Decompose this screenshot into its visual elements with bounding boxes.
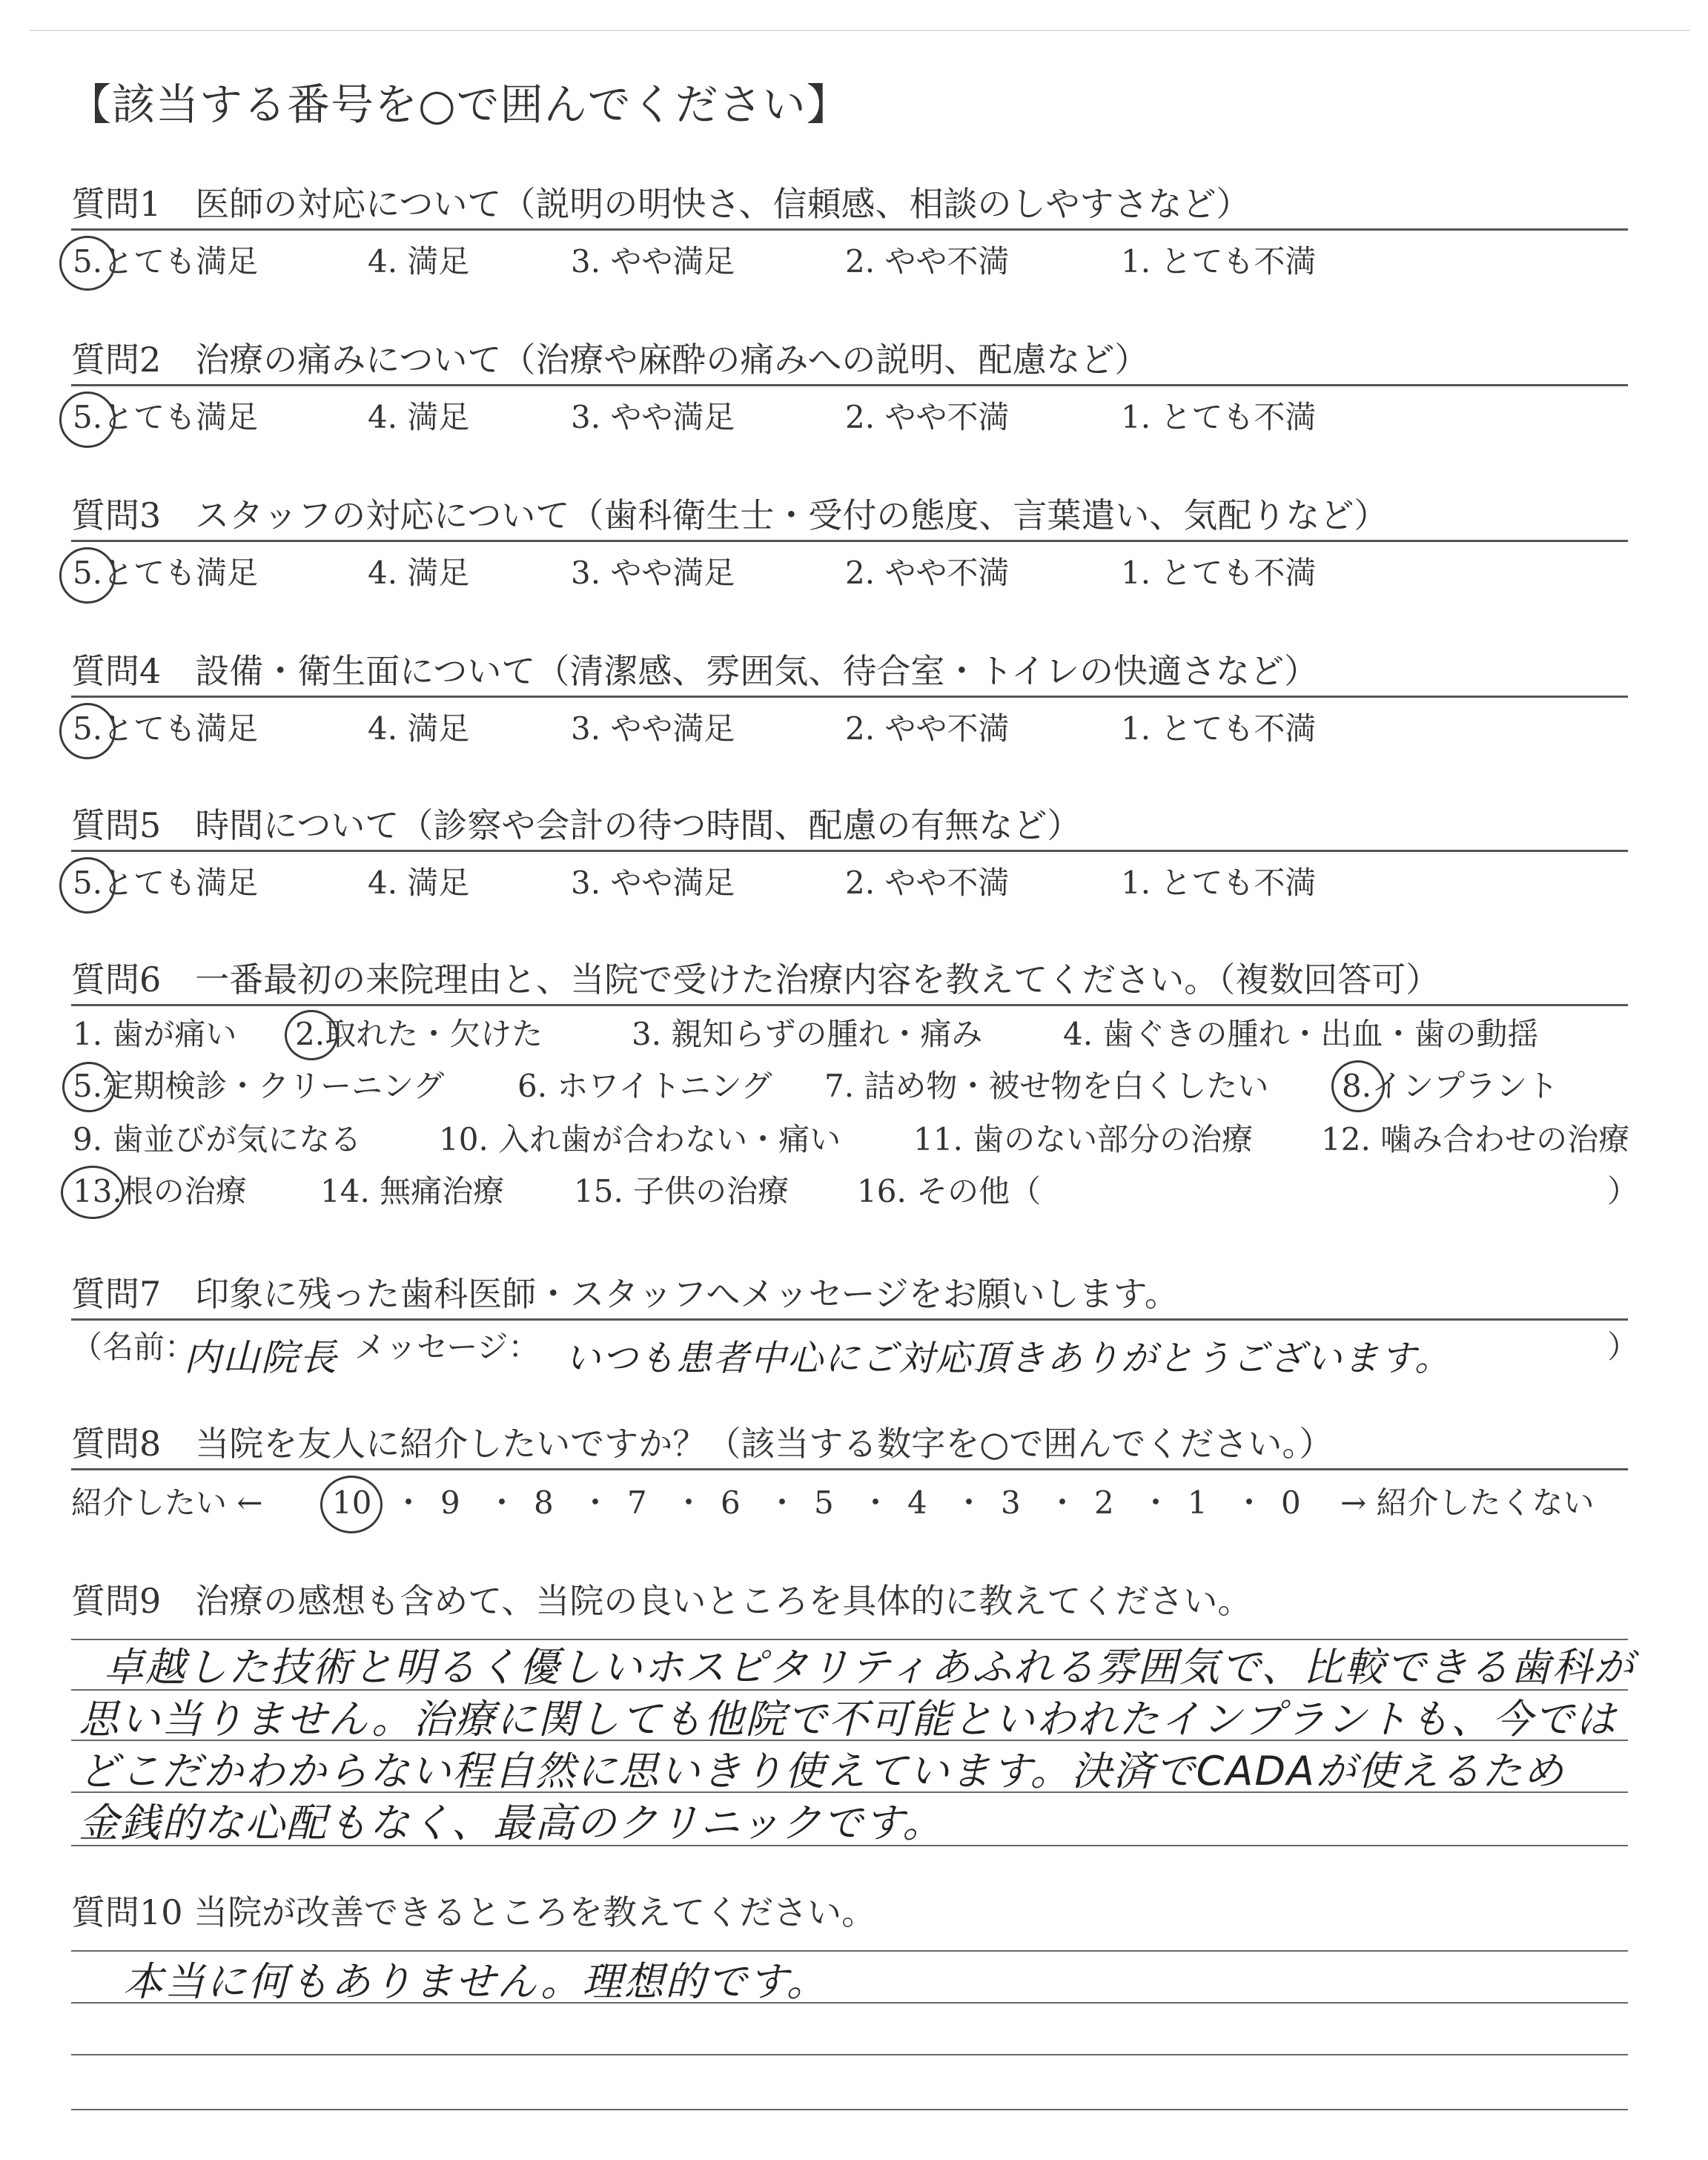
scale-8[interactable]: 8 [534,1484,554,1521]
question-1-label: 質問1 医師の対応について（説明の明快さ、信頼感、相談のしやすさなど） [71,184,1251,224]
scale-sep: ・ [1234,1484,1265,1521]
q4-option-2[interactable]: 2. やや不満 [845,710,1010,747]
q3-option-5[interactable]: 5.とても満足 [73,555,259,591]
selection-circle [59,392,116,448]
q6-option-16[interactable]: 16. その他（ [857,1173,1042,1209]
scale-sep: ・ [860,1484,892,1521]
q5-option-3[interactable]: 3. やや満足 [571,865,735,901]
divider [71,696,1628,698]
scale-9[interactable]: 9 [440,1484,460,1521]
question-3-label: 質問3 スタッフの対応について（歯科衛生士・受付の態度、言葉遣い、気配りなど） [71,495,1388,535]
recommend-left-label: 紹介したい ← [71,1484,263,1521]
message-close: ） [1607,1329,1639,1365]
scale-6[interactable]: 6 [721,1484,741,1521]
question-4-label: 質問4 設備・衛生面について（清潔感、雰囲気、待合室・トイレの快適さなど） [71,651,1319,691]
question-2-label: 質問2 治療の痛みについて（治療や麻酔の痛みへの説明、配慮など） [71,340,1149,380]
question-10-label: 質問10 当院が改善できるところを教えてください。 [71,1892,876,1932]
q2-option-2[interactable]: 2. やや不満 [845,399,1010,435]
q5-option-2[interactable]: 2. やや不満 [845,865,1010,901]
q6-option-12[interactable]: 12. 噛み合わせの治療 [1321,1121,1630,1157]
scale-3[interactable]: 3 [1001,1484,1021,1521]
scale-sep: ・ [1140,1484,1172,1521]
divider [71,1004,1628,1006]
answer-line [71,1950,1628,1952]
scale-sep: ・ [767,1484,798,1521]
selection-circle [62,1062,116,1112]
q6-option-1[interactable]: 1. 歯が痛い [73,1016,237,1052]
q6-option-9[interactable]: 9. 歯並びが気になる [73,1121,362,1157]
scale-sep: ・ [673,1484,705,1521]
selection-circle [59,703,116,759]
q4-option-1[interactable]: 1. とても不満 [1121,710,1317,747]
q2-option-3[interactable]: 3. やや満足 [571,399,735,435]
message-label: メッセージ： [354,1329,540,1365]
answer-line [71,2054,1628,2055]
q3-option-3[interactable]: 3. やや満足 [571,555,735,591]
q9-answer-line-4[interactable]: 金銭的な心配もなく、最高のクリニックです。 [79,1800,944,1846]
q1-option-5[interactable]: 5.とても満足 [73,243,259,280]
q6-option-13[interactable]: 13.根の治療 [73,1173,247,1209]
q3-option-1[interactable]: 1. とても不満 [1121,555,1317,591]
answer-line [71,1639,1628,1640]
divider [71,540,1628,542]
answer-line [71,2109,1628,2110]
question-9-label: 質問9 治療の感想も含めて、当院の良いところを具体的に教えてください。 [71,1581,1252,1621]
divider [71,1318,1628,1321]
q3-option-2[interactable]: 2. やや不満 [845,555,1010,591]
q2-option-1[interactable]: 1. とても不満 [1121,399,1317,435]
scale-sep: ・ [580,1484,612,1521]
q9-answer-line-1[interactable]: 卓越した技術と明るく優しいホスピタリティあふれる雰囲気で、比較できる歯科が [104,1644,1635,1691]
selection-circle [285,1010,338,1060]
divider [71,228,1628,231]
question-8-label: 質問8 当院を友人に紹介したいですか？（該当する数字を○で囲んでください。） [71,1424,1334,1464]
q5-option-4[interactable]: 4. 満足 [368,865,470,901]
q6-option-6[interactable]: 6. ホワイトニング [517,1068,772,1104]
q6-option-3[interactable]: 3. 親知らずの腫れ・痛み [632,1016,983,1052]
q6-option-11[interactable]: 11. 歯のない部分の治療 [913,1121,1254,1157]
scale-sep: ・ [1047,1484,1079,1521]
name-value[interactable]: 内山院長 [184,1336,338,1379]
divider [71,850,1628,852]
q2-option-5[interactable]: 5.とても満足 [73,399,259,435]
q6-option-4[interactable]: 4. 歯ぐきの腫れ・出血・歯の動揺 [1063,1016,1539,1052]
question-7-label: 質問7 印象に残った歯科医師・スタッフへメッセージをお願いします。 [71,1274,1179,1314]
selection-circle [61,1166,125,1219]
scale-5[interactable]: 5 [814,1484,834,1521]
q6-option-14[interactable]: 14. 無痛治療 [320,1173,505,1209]
selection-circle [59,547,116,604]
question-6-label: 質問6 一番最初の来院理由と、当院で受けた治療内容を教えてください。（複数回答可） [71,960,1440,1000]
selection-circle [320,1476,383,1533]
q6-option-10[interactable]: 10. 入れ歯が合わない・痛い [439,1121,841,1157]
divider [71,1468,1628,1470]
selection-circle [59,236,116,291]
q5-option-5[interactable]: 5.とても満足 [73,865,259,901]
q1-option-1[interactable]: 1. とても不満 [1121,243,1317,280]
scale-sep: ・ [486,1484,518,1521]
scale-7[interactable]: 7 [627,1484,647,1521]
q6-option-7[interactable]: 7. 詰め物・被せ物を白くしたい [824,1068,1269,1104]
q4-option-3[interactable]: 3. やや満足 [571,710,735,747]
scale-2[interactable]: 2 [1094,1484,1114,1521]
scale-4[interactable]: 4 [907,1484,927,1521]
q10-answer-line-1[interactable]: 本当に何もありません。理想的です。 [123,1958,828,2005]
q4-option-4[interactable]: 4. 満足 [368,710,470,747]
scale-sep: ・ [953,1484,985,1521]
scale-0[interactable]: 0 [1281,1484,1301,1521]
q2-option-4[interactable]: 4. 満足 [368,399,470,435]
question-5-label: 質問5 時間について（診察や会計の待つ時間、配慮の有無など） [71,805,1082,845]
selection-circle [59,857,116,914]
q6-option-5[interactable]: 5.定期検診・クリーニング [73,1068,445,1104]
message-value[interactable]: いつも患者中心にご対応頂きありがとうございます。 [565,1338,1452,1379]
q5-option-1[interactable]: 1. とても不満 [1121,865,1317,901]
name-label: （名前： [71,1329,196,1365]
divider [71,384,1628,386]
scale-1[interactable]: 1 [1188,1484,1208,1521]
q6-other-close: ） [1607,1173,1639,1209]
scale-10[interactable]: 10 [332,1484,372,1521]
q1-option-4[interactable]: 4. 満足 [368,243,470,280]
q9-answer-line-2[interactable]: 思い当りません。治療に関しても他院で不可能といわれたインプラントも、今では [79,1696,1618,1743]
q6-option-15[interactable]: 15. 子供の治療 [574,1173,790,1209]
q4-option-5[interactable]: 5.とても満足 [73,710,259,747]
q3-option-4[interactable]: 4. 満足 [368,555,470,591]
q9-answer-line-3[interactable]: どこだかわからない程自然に思いきり使えています。決済でCADAが使えるため [79,1748,1565,1794]
q1-option-3[interactable]: 3. やや満足 [571,243,735,280]
q6-option-8[interactable]: 8.インプラント [1342,1068,1559,1104]
scan-edge [30,30,1690,31]
page-title: 【該当する番号を○で囲んでください】 [68,79,850,130]
scale-sep: ・ [393,1484,425,1521]
q1-option-2[interactable]: 2. やや不満 [845,243,1010,280]
q6-option-2[interactable]: 2.取れた・欠けた [295,1016,543,1052]
recommend-right-label: → 紹介したくない [1340,1484,1595,1521]
selection-circle [1331,1060,1385,1112]
